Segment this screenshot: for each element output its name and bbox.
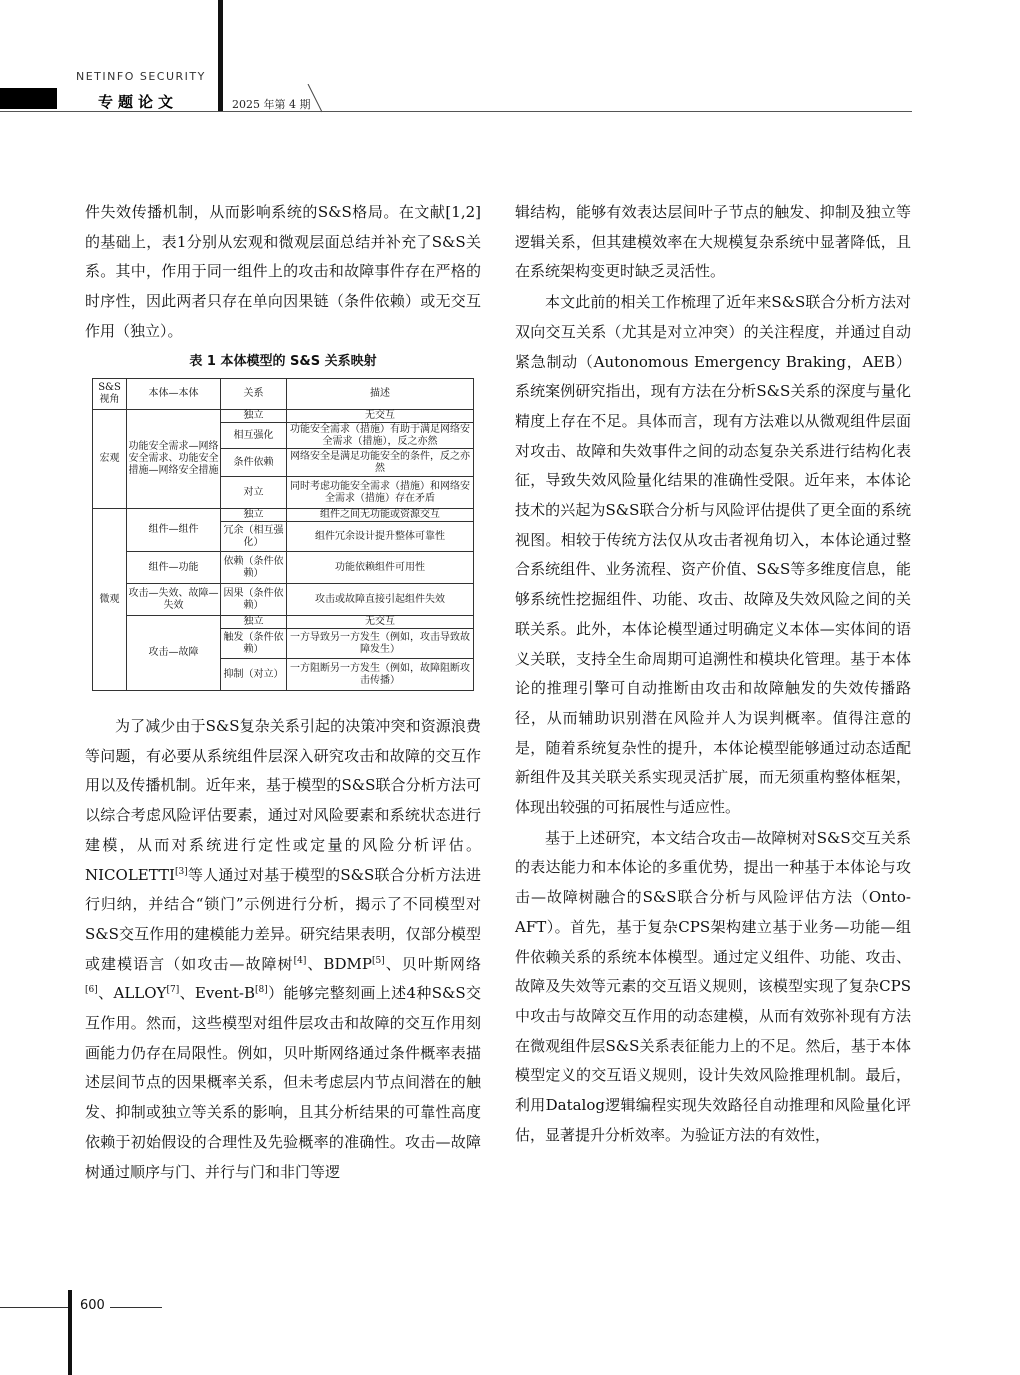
citation-ref: [4] bbox=[293, 955, 307, 966]
header-rule bbox=[0, 111, 912, 112]
paragraph: 本文此前的相关工作梳理了近年来S&S联合分析方法对双向交互关系（尤其是对立冲突）的关注程度，并通过自动紧急制动（Autonomous Emergency Braking，AEB）系统案例研究指出，现有方法在分析S&S关系的深度与量化精度上存在不足。具体而言，现有方法难以从微观组件层面对攻击、故障和失效事件之间的动态复杂关系进行结构化表征，导致失效风险量化结果的准确性受限。近年来，本体论技术的兴起为S&S联合分析与风险评估提供了更全面的系统视图。相较于传统方法仅从攻击者视角切入，本体论通过整合系统组件、业务流程、资产价值、S&S等多维度信息，能够系统性挖掘组件、功能、攻击、故障及失效风险之间的关联关系。此外，本体论模型通过明确定义本体—实体间的语义关联，支持全生命周期可追溯性和模块化管理。基于本体论的推理引擎可自动推断由攻击和故障触发的失效传播路径，从而辅助识别潜在风险并人为误判概率。值得注意的是，随着系统复杂性的提升，本体论模型能够通过动态适配新组件及其关联关系实现灵活扩展，而无须重构整体框架，体现出较强的可拓展性与适应性。 bbox=[515, 293, 911, 817]
citation-ref: [5] bbox=[371, 955, 385, 966]
text-run: 、BDMP bbox=[306, 954, 372, 973]
relation-cell: 抑制（对立） bbox=[221, 659, 287, 691]
description-cell: 同时考虑功能安全需求（措施）和网络安全需求（措施）存在矛盾 bbox=[287, 477, 474, 509]
table-header: 本体—本体 bbox=[127, 379, 221, 410]
table-header-row bbox=[93, 379, 474, 410]
header-vertical-rule bbox=[218, 0, 223, 112]
text-run: 、Event-B bbox=[179, 984, 256, 1003]
citation-ref: [6] bbox=[85, 985, 98, 996]
entity-cell: 攻击—失效、故障—失效 bbox=[127, 584, 221, 616]
paragraph: 件失效传播机制，从而影响系统的S&S格局。在文献[1,2]的基础上，表1分别从宏观和微观层面总结并补充了S&S关系。其中，作用于同一组件上的攻击和故障事件存在严格的时序性，因此两者只存在单向因果链（条件依赖）或无交互作用（独立）。 bbox=[85, 203, 481, 340]
citation-ref: [3] bbox=[174, 866, 188, 877]
description-cell: 无交互 bbox=[287, 616, 474, 629]
entity-cell: 组件—功能 bbox=[127, 552, 221, 584]
relation-cell: 独立 bbox=[221, 410, 287, 423]
entity-cell: 功能安全需求—网络安全需求、功能安全措施—网络安全措施 bbox=[127, 410, 221, 509]
table-header: S&S 视角 bbox=[93, 379, 127, 410]
text-run: 等人通过对基于模型的S&S联合分析方法进行归纳，并结合“锁门”示例进行分析，揭示了不同模型对S&S交互作用的建模能力差异。研究结果表明，仅部分模型或建模语言（如攻击—故障树 bbox=[85, 865, 481, 973]
relation-cell: 冗余（相互强化） bbox=[221, 522, 287, 552]
footer-rule bbox=[0, 1307, 68, 1308]
paragraph bbox=[85, 712, 481, 1187]
footer-rule bbox=[110, 1307, 162, 1308]
description-cell: 功能依赖组件可用性 bbox=[287, 552, 474, 584]
table-row bbox=[93, 584, 474, 616]
table-header: 描述 bbox=[287, 379, 474, 410]
description-cell: 组件冗余设计提升整体可靠性 bbox=[287, 522, 474, 552]
table-row bbox=[93, 509, 474, 522]
page-number: 600 bbox=[80, 1298, 105, 1313]
relation-cell: 触发（条件依赖） bbox=[221, 629, 287, 659]
paragraph: 辑结构，能够有效表达层间叶子节点的触发、抑制及独立等逻辑关系，但其建模效率在大规模复杂系统中显著降低，且在系统架构变更时缺乏灵活性。 bbox=[515, 203, 911, 281]
issue-label: 2025 年第 4 期 bbox=[232, 98, 311, 111]
description-cell: 网络安全是满足功能安全的条件，反之亦然 bbox=[287, 449, 474, 477]
table-header: 关系 bbox=[221, 379, 287, 410]
table-caption: 表 1 本体模型的 S&S 关系映射 bbox=[189, 354, 377, 369]
text-run: 为了减少由于S&S复杂关系引起的决策冲突和资源浪费等问题，有必要从系统组件层深入研究攻击和故障的交互作用以及传播机制。近年来，基于模型的S&S联合分析方法可以综合考虑风险评估要素，通过对风险要素和系统状态进行建模，从而对系统进行定性或定量的风险分析评估。NICOLETTI bbox=[85, 717, 481, 884]
journal-brand: NETINFO SECURITY bbox=[76, 70, 206, 83]
description-cell: 功能安全需求（措施）有助于满足网络安全需求（措施），反之亦然 bbox=[287, 423, 474, 449]
relation-cell: 独立 bbox=[221, 616, 287, 629]
relation-cell: 独立 bbox=[221, 509, 287, 522]
description-cell: 攻击或故障直接引起组件失效 bbox=[287, 584, 474, 616]
text-run: 、ALLOY bbox=[97, 984, 167, 1003]
description-cell: 组件之间无功能或资源交互 bbox=[287, 509, 474, 522]
description-cell: 一方导致另一方发生（例如，攻击导致故障发生） bbox=[287, 629, 474, 659]
text-run: ）能够完整刻画上述4种S&S交互作用。然而，这些模型对组件层攻击和故障的交互作用刻画能力仍存在局限性。例如，贝叶斯网络通过条件概率表描述层间节点的因果概率关系，但未考虑层内节点间潜在的触发、抑制或独立等关系的影响，且其分析结果的可靠性高度依赖于初始假设的合理性及先验概率的准确性。攻击—故障树通过顺序与门、并行与门和非门等逻 bbox=[85, 984, 481, 1181]
column-title: 专题论文 bbox=[98, 93, 179, 111]
entity-cell: 组件—组件 bbox=[127, 509, 221, 552]
header-slant-line bbox=[300, 84, 330, 114]
relation-cell: 依赖（条件依赖） bbox=[221, 552, 287, 584]
ontology-table bbox=[92, 378, 474, 691]
left-column-bottom bbox=[85, 712, 481, 1187]
table-row bbox=[93, 616, 474, 629]
text-run: 、贝叶斯网络 bbox=[384, 954, 481, 973]
description-cell: 一方阻断另一方发生（例如，故障阻断攻击传播） bbox=[287, 659, 474, 691]
perspective-macro: 宏观 bbox=[93, 410, 127, 509]
footer-vertical-rule bbox=[68, 1290, 72, 1375]
relation-cell: 对立 bbox=[221, 477, 287, 509]
relation-cell: 条件依赖 bbox=[221, 449, 287, 477]
description-cell: 无交互 bbox=[287, 410, 474, 423]
header-black-bar bbox=[0, 88, 57, 109]
citation-ref: [8] bbox=[255, 985, 268, 996]
paragraph: 基于上述研究，本文结合攻击—故障树对S&S交互关系的表达能力和本体论的多重优势，提出一种基于本体论与攻击—故障树融合的S&S联合分析与风险评估方法（Onto-AFT）。首先，基于复杂CPS架构建立基于业务—功能—组件依赖关系的系统本体模型。通过定义组件、功能、攻击、故障及失效等元素的交互语义规则，该模型实现了复杂CPS中攻击与故障交互作用的动态建模，从而有效弥补现有方法在微观组件层S&S关系表征能力上的不足。然后，基于本体模型定义的交互语义规则，设计失效风险推理机制。最后，利用Datalog逻辑编程实现失效路径自动推理和风险量化评估，显著提升分析效率。为验证方法的有效性， bbox=[515, 828, 911, 1144]
citation-ref: [7] bbox=[166, 985, 180, 996]
table-row bbox=[93, 552, 474, 584]
table-row bbox=[93, 410, 474, 423]
right-column bbox=[515, 198, 911, 1151]
perspective-micro: 微观 bbox=[93, 509, 127, 691]
left-column-top bbox=[85, 198, 481, 347]
relation-cell: 相互强化 bbox=[221, 423, 287, 449]
relation-cell: 因果（条件依赖） bbox=[221, 584, 287, 616]
entity-cell: 攻击—故障 bbox=[127, 616, 221, 691]
